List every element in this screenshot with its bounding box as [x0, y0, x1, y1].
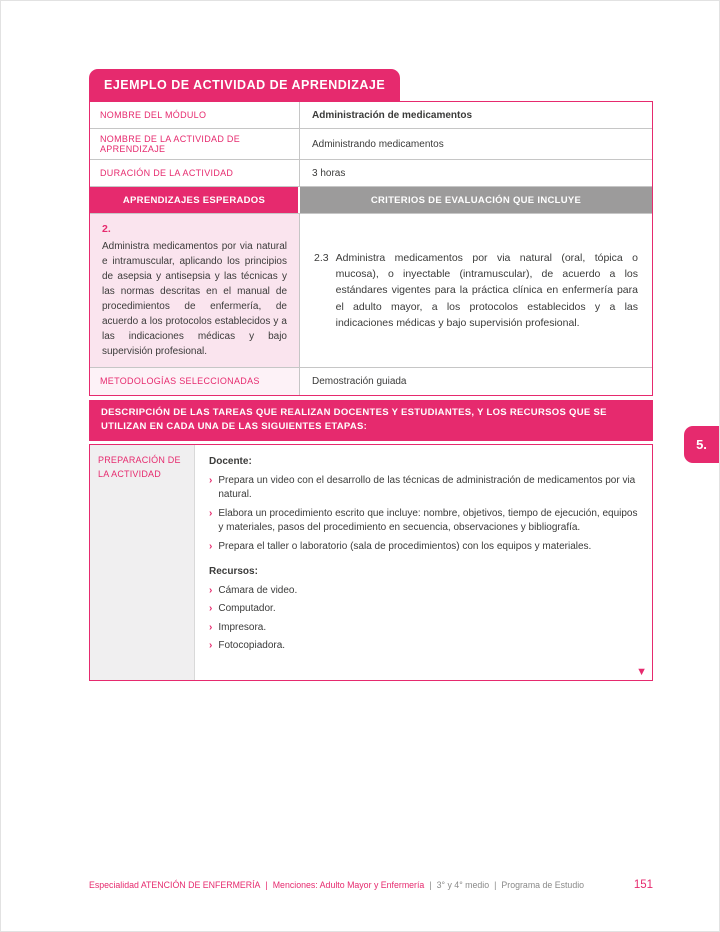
preparation-content [195, 445, 652, 680]
bullet-icon: › [209, 507, 213, 519]
main-content [89, 69, 653, 681]
description-banner: DESCRIPCIÓN DE LAS TAREAS QUE REALIZAN DOCENTES Y ESTUDIANTES, Y LOS RECURSOS QUE SE UTILIZAN EN CADA UNA DE LAS SIGUIENTES ETAPAS: [89, 400, 653, 441]
footer-programa: Programa de Estudio [501, 880, 585, 890]
footer-separator: | [265, 880, 268, 890]
list-item [209, 639, 640, 654]
bullet-icon: › [209, 640, 213, 652]
activity-title-banner: EJEMPLO DE ACTIVIDAD DE APRENDIZAJE [89, 69, 400, 101]
footer-especialidad: Especialidad ATENCIÓN DE ENFERMERÍA [89, 880, 261, 890]
recursos-heading: Recursos: [209, 566, 258, 578]
docente-item-text: Elabora un procedimiento escrito que incluye: nombre, objetivos, tiempo de ejecución, equipos y materiales, pasos del procedimiento en secuencia, observaciones y bibliografía. [218, 507, 638, 534]
recurso-item-text: Cámara de video. [218, 584, 298, 596]
activity-table [89, 101, 653, 396]
header-criterios: CRITERIOS DE EVALUACIÓN QUE INCLUYE [300, 187, 652, 213]
criterio-number: 2.3 [314, 251, 329, 264]
table-row-actividad [90, 128, 652, 159]
continuation-arrow-icon: ▼ [636, 665, 647, 678]
page-footer [89, 879, 653, 891]
recursos-list [209, 584, 640, 654]
list-item [209, 602, 640, 617]
criterio-text: Administra medicamentos por via natural (oral, tópica o mucosa), o inyectable (intramuscular), de acuerdo a los estándares vigentes para la práctica clínica en enfermería para el adulto mayor, a los protocolos establecidos y a las indicaciones médicas y bajo supervisión profesional. [335, 251, 638, 329]
row-value-modulo: Administración de medicamentos [312, 109, 473, 121]
footer-separator: | [494, 880, 497, 890]
table-row-modulo [90, 102, 652, 128]
row-label-metodologias: METODOLOGÍAS SELECCIONADAS [90, 368, 300, 395]
list-item [209, 584, 640, 599]
row-value-metodologias: Demostración guiada [312, 375, 407, 387]
bullet-icon: › [209, 474, 213, 486]
preparation-table [89, 444, 653, 681]
bullet-icon: › [209, 540, 213, 552]
page-number: 151 [633, 879, 653, 891]
docente-item-text: Prepara un video con el desarrollo de las técnicas de administración de medicamentos por via natural. [218, 474, 636, 501]
list-item [209, 621, 640, 636]
row-value-actividad: Administrando medicamentos [312, 138, 444, 150]
matrix-header-row [90, 186, 652, 213]
list-item [209, 540, 640, 555]
aprendizaje-cell [90, 214, 300, 367]
row-value-duracion: 3 horas [312, 167, 346, 179]
preparation-label: PREPARACIÓN DE LA ACTIVIDAD [90, 445, 195, 680]
footer-separator: | [429, 880, 432, 890]
docente-heading: Docente: [209, 456, 252, 468]
aprendizaje-number: 2. [102, 223, 111, 235]
recurso-item-text: Fotocopiadora. [218, 640, 286, 652]
table-row-metodologias [90, 367, 652, 395]
docente-item-text: Prepara el taller o laboratorio (sala de procedimientos) con los equipos y materiales. [218, 540, 592, 552]
row-label-duracion: DURACIÓN DE LA ACTIVIDAD [90, 160, 300, 186]
chapter-tab: 5. [684, 426, 719, 463]
row-label-modulo: NOMBRE DEL MÓDULO [90, 102, 300, 128]
list-item [209, 474, 640, 503]
criterio-cell [300, 214, 652, 367]
bullet-icon: › [209, 584, 213, 596]
list-item [209, 507, 640, 536]
matrix-body-row [90, 213, 652, 367]
criterio-paragraph [314, 250, 638, 331]
recurso-item-text: Impresora. [218, 621, 267, 633]
bullet-icon: › [209, 603, 213, 615]
aprendizaje-text: Administra medicamentos por via natural e intramuscular, aplicando los principios de asepsia y antisepsia y las técnicas y las normas descritas en el manual de procedimientos de enfermería, de acuerdo a los protocolos establecidos y a las indicaciones médicas y bajo supervisión profesional. [102, 240, 287, 357]
row-label-actividad: NOMBRE DE LA ACTIVIDAD DE APRENDIZAJE [90, 129, 300, 159]
bullet-icon: › [209, 621, 213, 633]
table-row-duracion [90, 159, 652, 186]
header-aprendizajes: APRENDIZAJES ESPERADOS [90, 187, 300, 213]
footer-menciones: Menciones: Adulto Mayor y Enfermería [272, 880, 425, 890]
docente-list [209, 474, 640, 555]
footer-grado: 3° y 4° medio [436, 880, 490, 890]
recurso-item-text: Computador. [218, 603, 276, 615]
